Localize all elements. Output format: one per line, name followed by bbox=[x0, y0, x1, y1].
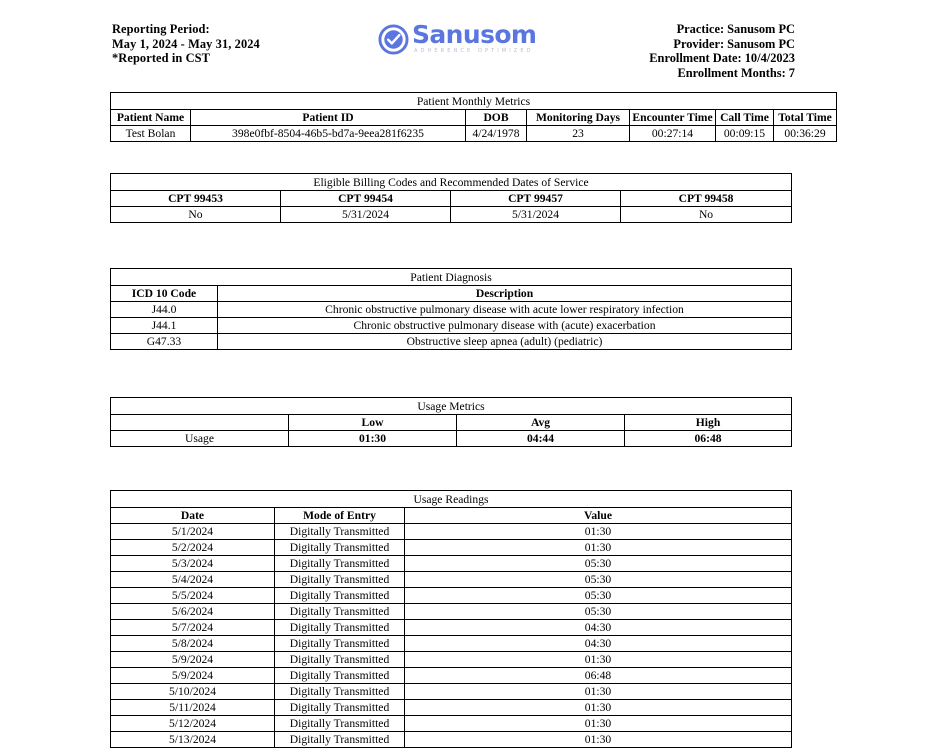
cell-date: 5/8/2024 bbox=[111, 636, 275, 652]
enrollment-months: Enrollment Months: 7 bbox=[677, 65, 795, 80]
usage-metrics-table bbox=[110, 397, 792, 447]
cell-date: 5/12/2024 bbox=[111, 716, 275, 732]
cell-mode-of-entry: Digitally Transmitted bbox=[275, 732, 405, 748]
reporting-period-value: May 1, 2024 - May 31, 2024 bbox=[112, 36, 260, 51]
cell-cpt-99454: 5/31/2024 bbox=[281, 207, 451, 223]
cell-value: 01:30 bbox=[405, 524, 792, 540]
table-row bbox=[111, 588, 792, 604]
table-caption-row bbox=[111, 491, 792, 508]
cell-mode-of-entry: Digitally Transmitted bbox=[275, 604, 405, 620]
column-header: Date bbox=[111, 508, 275, 524]
cell-usage-avg: 04:44 bbox=[457, 431, 625, 447]
cell-date: 5/9/2024 bbox=[111, 668, 275, 684]
cell-mode-of-entry: Digitally Transmitted bbox=[275, 588, 405, 604]
column-header: DOB bbox=[466, 110, 527, 126]
usage-readings-table bbox=[110, 490, 792, 748]
cell-value: 01:30 bbox=[405, 540, 792, 556]
cell-cpt-99458: No bbox=[621, 207, 792, 223]
cell-encounter-time: 00:27:14 bbox=[630, 126, 716, 142]
cell-value: 01:30 bbox=[405, 732, 792, 748]
cell-date: 5/4/2024 bbox=[111, 572, 275, 588]
cell-value: 01:30 bbox=[405, 652, 792, 668]
practice-info-block bbox=[649, 22, 795, 80]
cell-usage-low: 01:30 bbox=[289, 431, 457, 447]
cell-value: 04:30 bbox=[405, 620, 792, 636]
column-header: Patient Name bbox=[111, 110, 191, 126]
column-header: Patient ID bbox=[191, 110, 466, 126]
cell-mode-of-entry: Digitally Transmitted bbox=[275, 652, 405, 668]
cell-value: 05:30 bbox=[405, 556, 792, 572]
cell-cpt-99453: No bbox=[111, 207, 281, 223]
table-row bbox=[111, 620, 792, 636]
column-header: Description bbox=[218, 286, 792, 302]
column-header: Encounter Time bbox=[630, 110, 716, 126]
cell-mode-of-entry: Digitally Transmitted bbox=[275, 572, 405, 588]
table-row bbox=[111, 126, 837, 142]
table-row bbox=[111, 668, 792, 684]
cell-mode-of-entry: Digitally Transmitted bbox=[275, 620, 405, 636]
column-header: CPT 99458 bbox=[621, 191, 792, 207]
column-header: Value bbox=[405, 508, 792, 524]
table-header-row bbox=[111, 415, 792, 431]
logo-wordmark: Sanusom bbox=[412, 20, 537, 49]
reporting-period-block bbox=[112, 22, 260, 66]
logo-text-block bbox=[412, 22, 536, 56]
column-header: CPT 99454 bbox=[281, 191, 451, 207]
table-caption-row bbox=[111, 174, 792, 191]
cell-usage-high: 06:48 bbox=[625, 431, 792, 447]
patient-monthly-metrics-table bbox=[110, 92, 837, 142]
practice-name: Practice: Sanusom PC bbox=[676, 22, 795, 36]
cell-icd-code: J44.0 bbox=[111, 302, 218, 318]
enrollment-date: Enrollment Date: 10/4/2023 bbox=[649, 51, 795, 66]
cell-mode-of-entry: Digitally Transmitted bbox=[275, 716, 405, 732]
cell-date: 5/2/2024 bbox=[111, 540, 275, 556]
table-row bbox=[111, 732, 792, 748]
logo-tagline: ADHERENCE OPTIMIZED bbox=[414, 48, 534, 54]
table-header-row bbox=[111, 286, 792, 302]
cell-value: 05:30 bbox=[405, 604, 792, 620]
column-header: Call Time bbox=[716, 110, 774, 126]
cell-date: 5/1/2024 bbox=[111, 524, 275, 540]
cell-date: 5/5/2024 bbox=[111, 588, 275, 604]
table-row bbox=[111, 302, 792, 318]
table-header-row bbox=[111, 191, 792, 207]
cell-mode-of-entry: Digitally Transmitted bbox=[275, 700, 405, 716]
timezone-note: *Reported in CST bbox=[112, 51, 210, 66]
patient-diagnosis-table bbox=[110, 268, 792, 350]
table-row bbox=[111, 207, 792, 223]
table-caption: Patient Diagnosis bbox=[111, 269, 792, 286]
cell-date: 5/9/2024 bbox=[111, 652, 275, 668]
table-row bbox=[111, 318, 792, 334]
cell-icd-code: J44.1 bbox=[111, 318, 218, 334]
cell-date: 5/3/2024 bbox=[111, 556, 275, 572]
cell-description: Chronic obstructive pulmonary disease with acute lower respiratory infection bbox=[218, 302, 792, 318]
cell-monitoring-days: 23 bbox=[527, 126, 630, 142]
table-caption-row bbox=[111, 269, 792, 286]
cell-value: 05:30 bbox=[405, 572, 792, 588]
billing-codes-table bbox=[110, 173, 792, 223]
column-header: High bbox=[625, 415, 792, 431]
cell-mode-of-entry: Digitally Transmitted bbox=[275, 556, 405, 572]
table-header-row bbox=[111, 508, 792, 524]
cell-mode-of-entry: Digitally Transmitted bbox=[275, 684, 405, 700]
cell-value: 04:30 bbox=[405, 636, 792, 652]
report-header bbox=[0, 0, 934, 78]
sanusom-logo bbox=[378, 21, 536, 57]
table-caption: Usage Readings bbox=[111, 491, 792, 508]
table-caption-row bbox=[111, 93, 837, 110]
cell-mode-of-entry: Digitally Transmitted bbox=[275, 540, 405, 556]
cell-mode-of-entry: Digitally Transmitted bbox=[275, 668, 405, 684]
cell-cpt-99457: 5/31/2024 bbox=[451, 207, 621, 223]
column-header: Mode of Entry bbox=[275, 508, 405, 524]
cell-date: 5/6/2024 bbox=[111, 604, 275, 620]
column-header: Total Time bbox=[774, 110, 837, 126]
table-row bbox=[111, 652, 792, 668]
column-header: Monitoring Days bbox=[527, 110, 630, 126]
check-circle-icon bbox=[378, 24, 409, 55]
cell-date: 5/10/2024 bbox=[111, 684, 275, 700]
cell-description: Obstructive sleep apnea (adult) (pediatric) bbox=[218, 334, 792, 350]
table-caption: Usage Metrics bbox=[111, 398, 792, 415]
cell-date: 5/11/2024 bbox=[111, 700, 275, 716]
reporting-period-label: Reporting Period: bbox=[112, 22, 210, 36]
cell-total-time: 00:36:29 bbox=[774, 126, 837, 142]
table-row bbox=[111, 684, 792, 700]
cell-value: 01:30 bbox=[405, 700, 792, 716]
cell-date: 5/13/2024 bbox=[111, 732, 275, 748]
table-row bbox=[111, 334, 792, 350]
column-header-blank bbox=[111, 415, 289, 431]
column-header: CPT 99457 bbox=[451, 191, 621, 207]
cell-value: 01:30 bbox=[405, 684, 792, 700]
row-label-usage: Usage bbox=[111, 431, 289, 447]
cell-value: 05:30 bbox=[405, 588, 792, 604]
table-row bbox=[111, 431, 792, 447]
table-row bbox=[111, 700, 792, 716]
table-row bbox=[111, 604, 792, 620]
column-header: Avg bbox=[457, 415, 625, 431]
table-row bbox=[111, 524, 792, 540]
table-row bbox=[111, 556, 792, 572]
table-row bbox=[111, 716, 792, 732]
table-row bbox=[111, 540, 792, 556]
cell-date: 5/7/2024 bbox=[111, 620, 275, 636]
cell-value: 06:48 bbox=[405, 668, 792, 684]
cell-value: 01:30 bbox=[405, 716, 792, 732]
column-header: CPT 99453 bbox=[111, 191, 281, 207]
cell-description: Chronic obstructive pulmonary disease with (acute) exacerbation bbox=[218, 318, 792, 334]
cell-mode-of-entry: Digitally Transmitted bbox=[275, 636, 405, 652]
table-caption: Patient Monthly Metrics bbox=[111, 93, 837, 110]
cell-call-time: 00:09:15 bbox=[716, 126, 774, 142]
table-row bbox=[111, 636, 792, 652]
cell-dob: 4/24/1978 bbox=[466, 126, 527, 142]
table-header-row bbox=[111, 110, 837, 126]
table-caption-row bbox=[111, 398, 792, 415]
table-caption: Eligible Billing Codes and Recommended Dates of Service bbox=[111, 174, 792, 191]
provider-name: Provider: Sanusom PC bbox=[673, 36, 795, 51]
cell-icd-code: G47.33 bbox=[111, 334, 218, 350]
cell-mode-of-entry: Digitally Transmitted bbox=[275, 524, 405, 540]
table-row bbox=[111, 572, 792, 588]
cell-patient-id: 398e0fbf-8504-46b5-bd7a-9eea281f6235 bbox=[191, 126, 466, 142]
column-header: ICD 10 Code bbox=[111, 286, 218, 302]
cell-patient-name: Test Bolan bbox=[111, 126, 191, 142]
column-header: Low bbox=[289, 415, 457, 431]
